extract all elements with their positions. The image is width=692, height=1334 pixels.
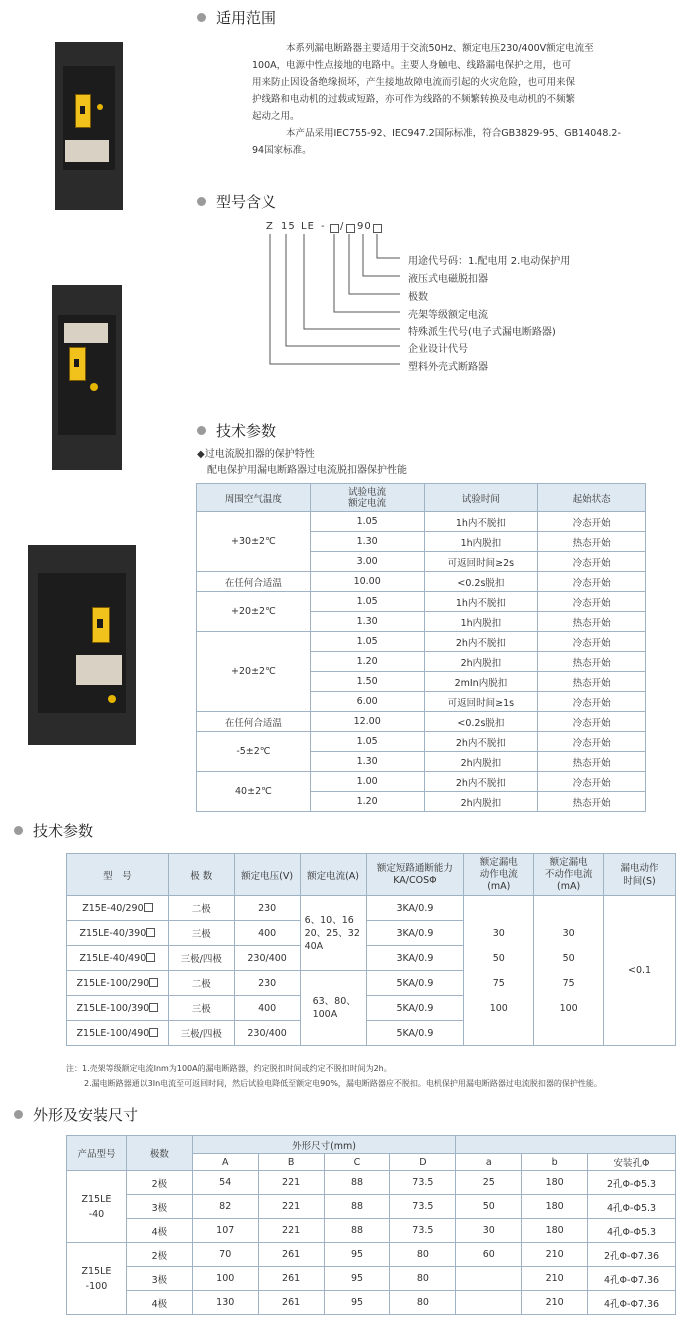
- cell-test-time: 2mIn内脱扣: [424, 672, 538, 692]
- cell-dim: 4孔Φ-Φ5.3: [588, 1219, 676, 1243]
- cell-dim: 210: [522, 1243, 588, 1267]
- scope-line: 本产品采用IEC755-92、IEC947.2国际标准，符合GB3829-95、GB14048.2-: [286, 128, 621, 139]
- code-part-slash: /: [340, 221, 345, 232]
- cell-test-time: 2h内不脱扣: [424, 732, 538, 752]
- header-model: 型 号: [67, 854, 169, 896]
- scope-line: 本系列漏电断路器主要适用于交流50Hz、额定电压230/400V额定电流至: [286, 43, 594, 54]
- table-row: [67, 1171, 676, 1195]
- model-text: -100: [85, 1280, 108, 1292]
- cell-initial-state: 冷态开始: [538, 692, 646, 712]
- cell-dim: 2孔Φ-Φ7.36: [588, 1243, 676, 1267]
- table-row: [67, 1291, 676, 1315]
- cell-voltage: 230/400: [234, 1021, 300, 1046]
- placeholder-box: [146, 928, 155, 937]
- cell-initial-state: 冷态开始: [538, 712, 646, 732]
- cell-voltage: 230: [234, 896, 300, 921]
- header-text: 时间(S): [623, 875, 656, 887]
- cell-dim: 88: [324, 1171, 390, 1195]
- header-test-current: [310, 484, 424, 512]
- breaker-image-3pole: [52, 285, 122, 470]
- cell-dim: 2极: [126, 1171, 192, 1195]
- cell-dim: 210: [522, 1267, 588, 1291]
- placeholder-box: [149, 978, 158, 987]
- leak-op-value: 50: [492, 952, 505, 964]
- bullet-icon: [14, 1110, 23, 1119]
- cell-initial-state: 冷态开始: [538, 512, 646, 532]
- header-breaking: [366, 854, 464, 896]
- cell-dim: 80: [390, 1243, 456, 1267]
- cell-dim: 95: [324, 1267, 390, 1291]
- cell-test-time: <0.2s脱扣: [424, 572, 538, 592]
- cell-dim: 88: [324, 1219, 390, 1243]
- cell-temperature: 在任何合适温: [197, 572, 311, 592]
- cell-dim: 82: [192, 1195, 258, 1219]
- table-row: [197, 772, 646, 792]
- specs-note-1: 注：1.壳架等级额定电流Inm为100A的漏电断路器，约定脱扣时间或约定不脱扣时间为2h。: [66, 1064, 392, 1073]
- cell-initial-state: 热态开始: [538, 752, 646, 772]
- cell-model: [67, 896, 169, 921]
- cell-poles: 三极/四极: [168, 1021, 234, 1046]
- cell-test-current: 1.30: [310, 532, 424, 552]
- cell-test-current: 6.00: [310, 692, 424, 712]
- header-text: 试验电流: [348, 486, 387, 498]
- header-mount: [456, 1136, 676, 1154]
- scope-paragraph: [252, 40, 662, 159]
- table-row: [67, 1195, 676, 1219]
- table-row: [197, 632, 646, 652]
- cell-dim: 261: [258, 1267, 324, 1291]
- header-dim-col: a: [456, 1154, 522, 1171]
- cell-test-time: 1h内不脱扣: [424, 512, 538, 532]
- model-code-connector-lines: [260, 232, 410, 372]
- model-text: Z15LE: [81, 1193, 112, 1205]
- code-legend-item: 特殊派生代号(电子式漏电断路器): [408, 327, 556, 338]
- model-text: Z15E-40/290: [82, 902, 144, 914]
- cell-voltage: 230/400: [234, 946, 300, 971]
- model-text: Z15LE: [81, 1265, 112, 1277]
- cell-test-current: 10.00: [310, 572, 424, 592]
- model-text: -40: [88, 1208, 105, 1220]
- cell-dim: 4孔Φ-Φ7.36: [588, 1291, 676, 1315]
- header-leak-nop: [534, 854, 604, 896]
- current-text: 20、25、32: [304, 927, 360, 939]
- cell-test-current: 1.30: [310, 612, 424, 632]
- protection-subtitle: ◆过电流脱扣器的保护特性: [197, 449, 315, 460]
- cell-dim: 70: [192, 1243, 258, 1267]
- cell-model: [67, 971, 169, 996]
- cell-initial-state: 冷态开始: [538, 592, 646, 612]
- cell-dim: 2极: [126, 1243, 192, 1267]
- cell-dim: 180: [522, 1171, 588, 1195]
- cell-voltage: 230: [234, 971, 300, 996]
- header-poles: 极 数: [168, 854, 234, 896]
- cell-initial-state: 冷态开始: [538, 632, 646, 652]
- cell-model: [67, 1021, 169, 1046]
- cell-product-model: [67, 1243, 127, 1315]
- cell-test-time: 1h内不脱扣: [424, 592, 538, 612]
- cell-dim: 180: [522, 1219, 588, 1243]
- table-row: [67, 1219, 676, 1243]
- scope-line: 用来防止因设备绝缘损坏，产生接地故障电流而引起的火灾危险，也可用来保: [252, 77, 576, 88]
- cell-dim: 3极: [126, 1267, 192, 1291]
- cell-dim: 221: [258, 1219, 324, 1243]
- cell-test-current: 1.05: [310, 592, 424, 612]
- header-text: 额定短路通断能力: [376, 862, 453, 874]
- model-text: Z15LE-100/490: [76, 1027, 150, 1039]
- cell-test-time: 2h内不脱扣: [424, 632, 538, 652]
- cell-test-current: 1.05: [310, 632, 424, 652]
- cell-poles: 三极/四极: [168, 946, 234, 971]
- table-row: [197, 732, 646, 752]
- bullet-icon: [197, 426, 206, 435]
- header-current: 额定电流(A): [300, 854, 366, 896]
- protection-caption: 配电保护用漏电断路器过电流脱扣器保护性能: [207, 465, 407, 476]
- cell-temperature: 40±2℃: [197, 772, 311, 812]
- cell-dim: 4极: [126, 1219, 192, 1243]
- table-row: [197, 572, 646, 592]
- cell-test-current: 1.20: [310, 652, 424, 672]
- cell-temperature: -5±2℃: [197, 732, 311, 772]
- section-title-text: 适用范围: [216, 9, 277, 27]
- section-title-dimensions: [14, 1104, 138, 1125]
- leak-op-value: 30: [492, 927, 505, 939]
- cell-leak-op: [464, 896, 534, 1046]
- code-legend-item: 企业设计代号: [408, 344, 468, 355]
- placeholder-box: [144, 903, 153, 912]
- header-dim-col: 安装孔Φ: [588, 1154, 676, 1171]
- table-row: [67, 896, 676, 921]
- cell-test-current: 12.00: [310, 712, 424, 732]
- cell-temperature: 在任何合适温: [197, 712, 311, 732]
- cell-voltage: 400: [234, 921, 300, 946]
- cell-product-model: [67, 1171, 127, 1243]
- section-title-specs: [14, 820, 93, 841]
- header-text: 不动作电流: [544, 868, 593, 880]
- section-title-text: 技术参数: [216, 422, 277, 440]
- header-voltage: 额定电压(V): [234, 854, 300, 896]
- code-legend-item: 用途代号码：1.配电用 2.电动保护用: [408, 256, 571, 267]
- cell-dim: 4孔Φ-Φ7.36: [588, 1267, 676, 1291]
- header-dim-col: C: [324, 1154, 390, 1171]
- specs-note-2: 2.漏电断路器通以3In电流至可返回时间，然后试验电降低至额定电90%，漏电断路器应不脱扣。电机保护用漏电断路器过电流脱扣器的保护性能。: [84, 1079, 602, 1088]
- protection-table: [196, 483, 646, 812]
- section-title-text: 技术参数: [33, 822, 94, 840]
- cell-poles: 三极: [168, 921, 234, 946]
- scope-line: 94国家标准。: [252, 145, 312, 156]
- cell-dim: 30: [456, 1219, 522, 1243]
- header-dim-col: b: [522, 1154, 588, 1171]
- cell-dim: 54: [192, 1171, 258, 1195]
- table-row: [67, 1243, 676, 1267]
- cell-dim: 95: [324, 1243, 390, 1267]
- cell-breaking: 3KA/0.9: [366, 896, 464, 921]
- leak-nop-value: 100: [559, 1002, 578, 1014]
- cell-test-current: 1.50: [310, 672, 424, 692]
- current-text: 63、80、: [312, 996, 356, 1007]
- header-product-model: 产品型号: [67, 1136, 127, 1171]
- cell-dim: 4孔Φ-Φ5.3: [588, 1195, 676, 1219]
- cell-dim: 221: [258, 1195, 324, 1219]
- current-text: 6、10、16: [304, 914, 354, 926]
- code-part-dash: -: [321, 221, 326, 232]
- table-row: [67, 1267, 676, 1291]
- cell-voltage: 400: [234, 996, 300, 1021]
- model-text: Z15LE-40/390: [79, 927, 147, 939]
- cell-dim: 95: [324, 1291, 390, 1315]
- code-part-le: LE: [301, 221, 315, 232]
- cell-initial-state: 热态开始: [538, 532, 646, 552]
- model-text: Z15LE-40/490: [79, 952, 147, 964]
- section-title-scope: [197, 7, 276, 28]
- table-row: [197, 592, 646, 612]
- cell-dim: 221: [258, 1171, 324, 1195]
- header-text: 额定漏电: [479, 856, 518, 868]
- breaker-image-4pole: [28, 545, 136, 745]
- cell-test-time: 可返回时间≥2s: [424, 552, 538, 572]
- cell-dim: 3极: [126, 1195, 192, 1219]
- cell-model: [67, 996, 169, 1021]
- cell-dim: 50: [456, 1195, 522, 1219]
- header-text: KA/COSΦ: [393, 874, 437, 886]
- cell-test-current: 3.00: [310, 552, 424, 572]
- code-legend-item: 液压式电磁脱扣器: [408, 274, 488, 285]
- header-dim-col: D: [390, 1154, 456, 1171]
- header-text: (mA): [557, 880, 581, 892]
- header-text: 额定漏电: [549, 856, 588, 868]
- cell-test-time: 1h内脱扣: [424, 532, 538, 552]
- cell-dim: 88: [324, 1195, 390, 1219]
- header-text: (mA): [487, 880, 511, 892]
- cell-dim: 107: [192, 1219, 258, 1243]
- code-legend-item: 塑料外壳式断路器: [408, 362, 488, 373]
- cell-leak-nop: [534, 896, 604, 1046]
- cell-poles: 三极: [168, 996, 234, 1021]
- cell-initial-state: 冷态开始: [538, 772, 646, 792]
- cell-dim: 80: [390, 1291, 456, 1315]
- cell-dim: 130: [192, 1291, 258, 1315]
- cell-model: [67, 946, 169, 971]
- cell-test-current: 1.00: [310, 772, 424, 792]
- header-text: 额定电流: [348, 497, 387, 509]
- cell-dim: 261: [258, 1243, 324, 1267]
- header-leak-op: [464, 854, 534, 896]
- cell-initial-state: 冷态开始: [538, 552, 646, 572]
- cell-initial-state: 冷态开始: [538, 572, 646, 592]
- scope-line: 100A，电源中性点接地的电路中。主要人身触电、线路漏电保护之用，也可: [252, 60, 572, 71]
- placeholder-box: [146, 953, 155, 962]
- header-dim-col: A: [192, 1154, 258, 1171]
- cell-initial-state: 热态开始: [538, 652, 646, 672]
- cell-current-100: [300, 971, 366, 1046]
- breaker-image-2pole: [55, 42, 123, 210]
- code-part-z: Z: [266, 221, 274, 232]
- cell-leak-time: <0.1: [604, 896, 676, 1046]
- table-row: [197, 712, 646, 732]
- section-title-tech-params: [197, 420, 276, 441]
- cell-dim: 25: [456, 1171, 522, 1195]
- cell-dim: [456, 1267, 522, 1291]
- cell-current-40: [300, 896, 366, 971]
- cell-dim: 73.5: [390, 1195, 456, 1219]
- cell-test-current: 1.20: [310, 792, 424, 812]
- header-outline: 外形尺寸(mm): [192, 1136, 456, 1154]
- bullet-icon: [14, 826, 23, 835]
- cell-dim: 261: [258, 1291, 324, 1315]
- leak-op-value: 100: [489, 1002, 508, 1014]
- cell-model: [67, 921, 169, 946]
- bullet-icon: [197, 197, 206, 206]
- model-text: Z15LE-100/290: [76, 977, 150, 989]
- cell-dim: 73.5: [390, 1171, 456, 1195]
- cell-test-time: 2h内脱扣: [424, 792, 538, 812]
- scope-line: 起动之用。: [252, 111, 300, 122]
- cell-dim: 73.5: [390, 1219, 456, 1243]
- cell-dim: 180: [522, 1195, 588, 1219]
- section-title-model-meaning: [197, 191, 276, 212]
- cell-test-current: 1.05: [310, 732, 424, 752]
- cell-dim: [456, 1291, 522, 1315]
- cell-dim: 60: [456, 1243, 522, 1267]
- specs-table: [66, 853, 676, 1046]
- cell-breaking: 5KA/0.9: [366, 1021, 464, 1046]
- model-text: Z15LE-100/390: [76, 1002, 150, 1014]
- code-part-15: 15: [281, 221, 296, 232]
- cell-dim: 100: [192, 1267, 258, 1291]
- code-part-90: 90: [357, 221, 372, 232]
- leak-nop-value: 50: [562, 952, 575, 964]
- current-text: 40A: [304, 940, 324, 952]
- cell-breaking: 5KA/0.9: [366, 971, 464, 996]
- cell-breaking: 5KA/0.9: [366, 996, 464, 1021]
- cell-test-current: 1.30: [310, 752, 424, 772]
- leak-op-value: 75: [492, 977, 505, 989]
- cell-poles: 二极: [168, 971, 234, 996]
- cell-test-time: 可返回时间≥1s: [424, 692, 538, 712]
- section-title-text: 型号含义: [216, 193, 277, 211]
- cell-initial-state: 热态开始: [538, 792, 646, 812]
- cell-dim: 80: [390, 1267, 456, 1291]
- table-row: [197, 512, 646, 532]
- code-legend-item: 极数: [408, 292, 428, 303]
- leak-nop-value: 30: [562, 927, 575, 939]
- header-text: 动作电流: [479, 868, 518, 880]
- cell-poles: 二极: [168, 896, 234, 921]
- cell-breaking: 3KA/0.9: [366, 921, 464, 946]
- bullet-icon: [197, 13, 206, 22]
- cell-test-current: 1.05: [310, 512, 424, 532]
- cell-dim: 4极: [126, 1291, 192, 1315]
- scope-line: 护线路和电动机的过载或短路，亦可作为线路的不频繁转换及电动机的不频繁: [252, 94, 576, 105]
- code-legend-item: 壳架等级额定电流: [408, 310, 488, 321]
- cell-test-time: 1h内脱扣: [424, 612, 538, 632]
- cell-test-time: 2h内脱扣: [424, 752, 538, 772]
- cell-temperature: +30±2℃: [197, 512, 311, 572]
- header-initial-state: 起始状态: [538, 484, 646, 512]
- section-title-text: 外形及安装尺寸: [33, 1106, 139, 1124]
- cell-initial-state: 热态开始: [538, 672, 646, 692]
- cell-dim: 2孔Φ-Φ5.3: [588, 1171, 676, 1195]
- header-temperature: 周围空气温度: [197, 484, 311, 512]
- placeholder-box: [149, 1028, 158, 1037]
- current-text: 100A: [312, 1009, 338, 1020]
- header-text: 漏电动作: [620, 862, 659, 874]
- cell-temperature: +20±2℃: [197, 592, 311, 632]
- header-poles: 极数: [126, 1136, 192, 1171]
- cell-breaking: 3KA/0.9: [366, 946, 464, 971]
- header-test-time: 试验时间: [424, 484, 538, 512]
- header-dim-col: B: [258, 1154, 324, 1171]
- dimensions-table: [66, 1135, 676, 1315]
- header-leak-time: [604, 854, 676, 896]
- leak-nop-value: 75: [562, 977, 575, 989]
- cell-initial-state: 冷态开始: [538, 732, 646, 752]
- cell-initial-state: 热态开始: [538, 612, 646, 632]
- cell-test-time: 2h内不脱扣: [424, 772, 538, 792]
- cell-temperature: +20±2℃: [197, 632, 311, 712]
- cell-test-time: <0.2s脱扣: [424, 712, 538, 732]
- cell-test-time: 2h内脱扣: [424, 652, 538, 672]
- cell-dim: 210: [522, 1291, 588, 1315]
- placeholder-box: [149, 1003, 158, 1012]
